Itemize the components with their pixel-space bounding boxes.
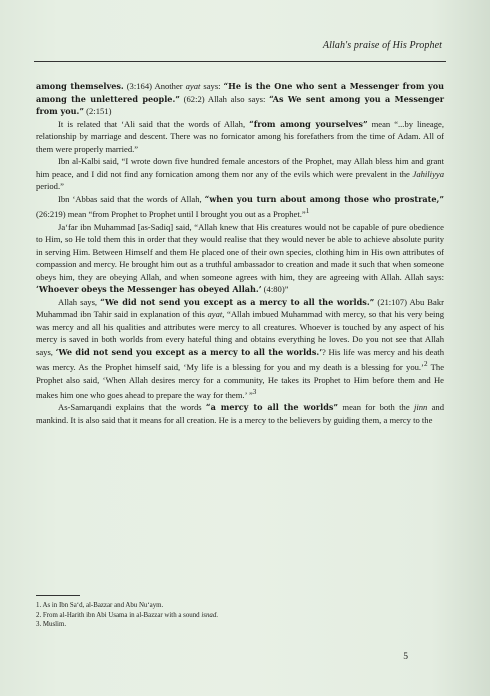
paragraph-6: Allah says, “We did not send you except as a mercy to all the worlds.” (21:107) Abu Bakr Muhammad ibn Tahir said in explanation of this ayat, “Allah imbued Muhammad with mercy, so that his very being was mercy and all his qualities and attributes were mercy to all creatures. Whoever is touched by any aspect of his mercy is saved in both worlds from every hateful thing and obtains everything he loves. Do you not see that Allah says, ‘We did not send you except as a mercy to all the worlds.’? His life was mercy and his death was mercy. As the Prophet himself said, ‘My life is a blessing for you and my death is a blessing for you.’$^2$ The Prophet also said, ‘When Allah desires mercy for a community, He takes its Prophet to Him before them and He makes him one who goes ahead to prepare the way for them.’ ”$^3$: [36, 296, 445, 400]
footnote-2: 2. From al-Harith ibn Abi Usama in al-Bazzar with a sound isnad.: [36, 611, 219, 619]
body-text: [36, 80, 444, 427]
header-rule: [34, 61, 446, 62]
paragraph-4: Ibn ‘Abbas said that the words of Allah, “when you turn about among those who prostrate,” (26:219) mean “from Prophet to Prophet until I brought you out as a Prophet.”$^1$: [36, 193, 444, 220]
footnote-ref-1: 1: [305, 207, 310, 216]
page-number: 5: [403, 652, 408, 662]
paragraph-3: Ibn al-Kalbi said, “I wrote down five hundred female ancestors of the Prophet, may Allah bless him and grant him peace, and I did not find any fornication among them nor any of the evils which were prevalent in the Jahiliyya period.”: [36, 156, 444, 192]
footnote-rule: [36, 595, 80, 596]
footnote-3: 3. Muslim.: [36, 621, 67, 629]
paragraph-1: among themselves. (3:164) Another ayat says: “He is the One who sent a Messenger from you among the unlettered people.” (62:2) Allah also says: “As We sent among you a Messenger from you.” (2:151): [36, 81, 445, 117]
paragraph-2: It is related that ‘Ali said that the words of Allah, “from among yourselves” mean “...by lineage, relationship by marriage and descent. There was no fornicator among his forefathers from the time of Adam. All of them were properly married.”: [36, 118, 444, 154]
paragraph-7: As-Samarqandi explains that the words “a mercy to all the worlds” mean for both the jinn and mankind. It is also said that it means for all creation. He is a mercy to the believers by guiding them, a mercy to the: [36, 402, 445, 425]
footnotes: [36, 601, 444, 630]
running-header: Allah's praise of His Prophet: [322, 40, 442, 51]
footnote-1: 1. As in Ibn Sa‘d, al-Bazzar and Abu Nu‘aym.: [36, 602, 164, 609]
footnote-ref-3: 3: [252, 388, 257, 397]
paragraph-5: Ja‘far ibn Muhammad [as-Sadiq] said, “Allah knew that His creatures would not be capable of pure obedience to Him, so He told them this in order that they would realise that they would never be able to achieve absolute purity in serving Him. Between Himself and them He placed one of their own species, clothing him in His own attributes of compassion and mercy. He brought him out as a truthful ambassador to creation and made it such that when someone obeys him, they are obeying Allah, and when someone agrees with him, they are agreeing with Allah. Allah says: ‘Whoever obeys the Messenger has obeyed Allah.’ (4:80)”: [36, 221, 444, 295]
footnote-ref-2: 2: [423, 360, 428, 369]
